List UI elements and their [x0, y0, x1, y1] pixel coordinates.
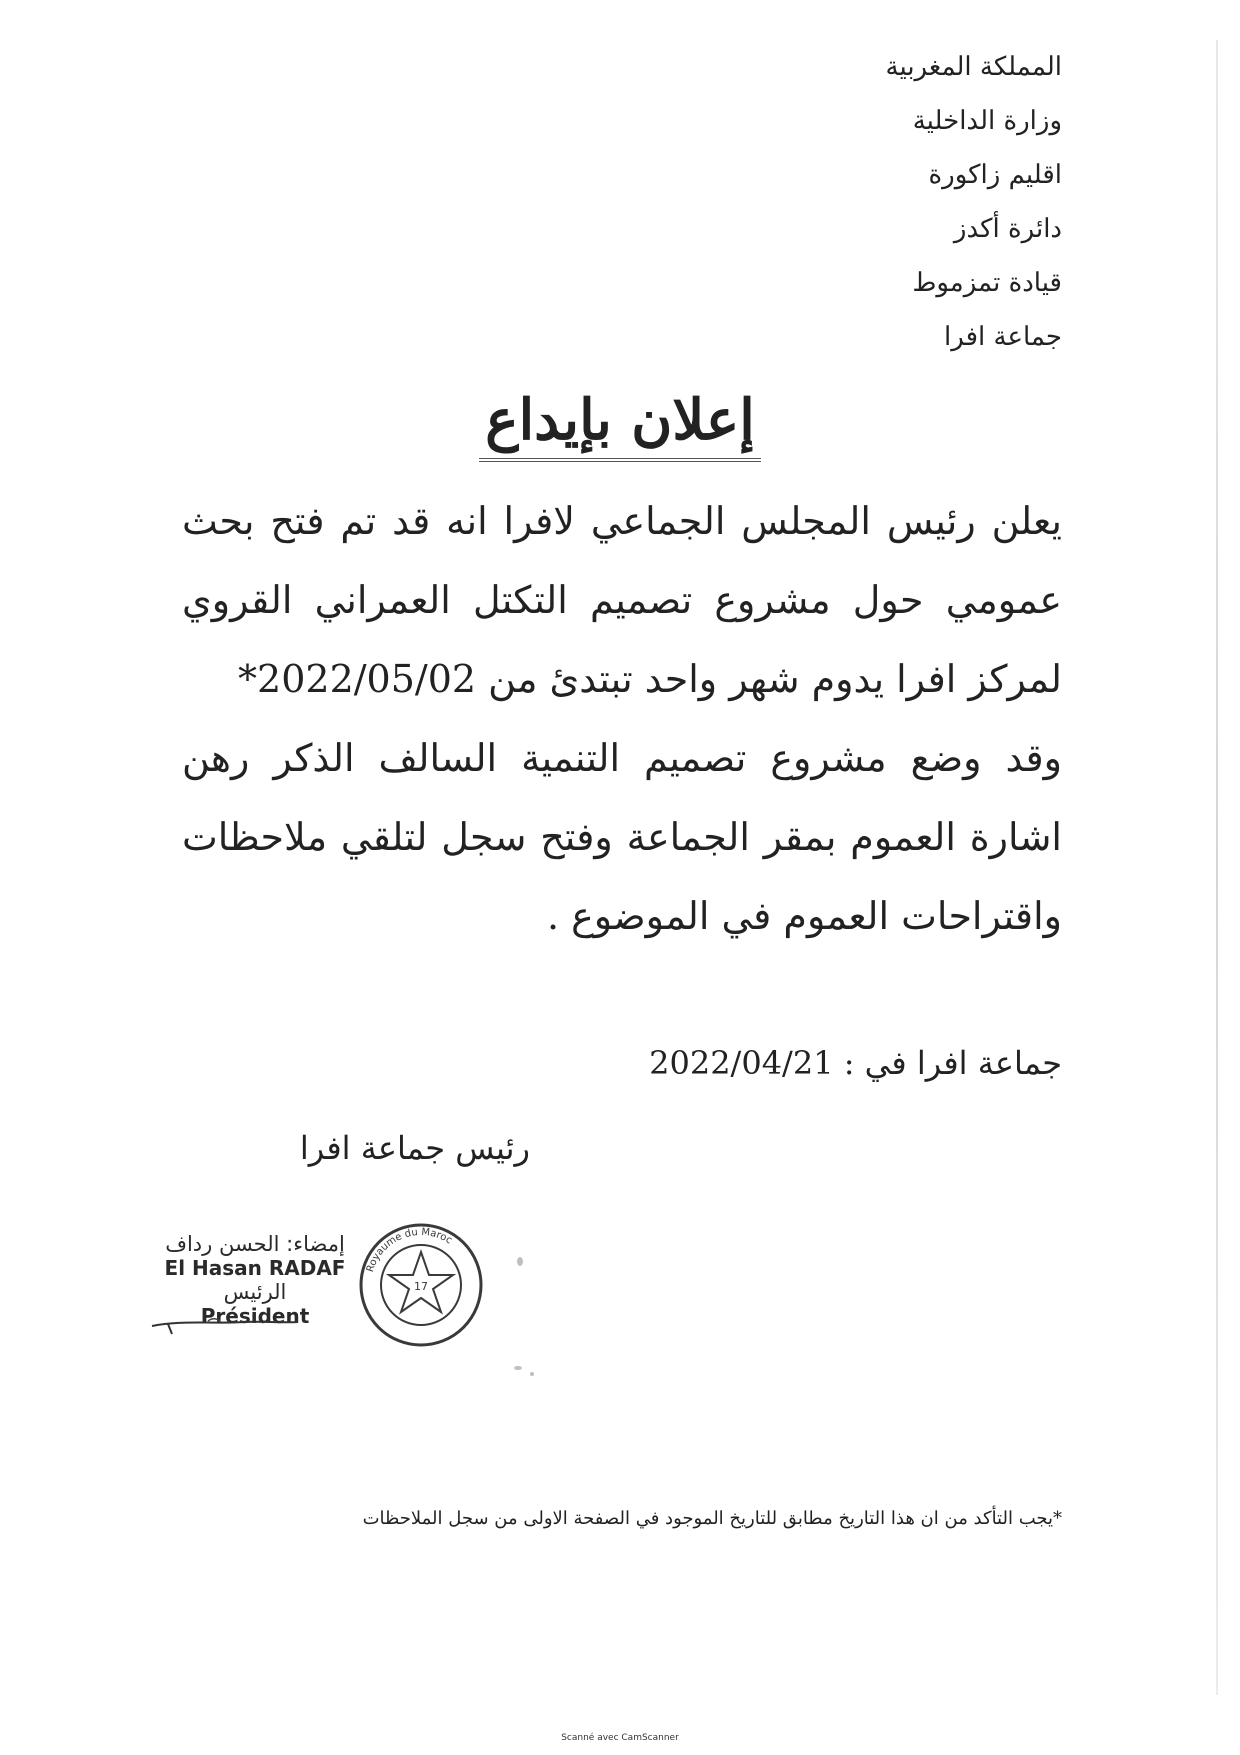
- page-edge-shadow: [1216, 40, 1218, 1695]
- stamp-name-latin: El Hasan RADAF: [164, 1256, 346, 1280]
- stamp-title-french: Président: [200, 1304, 310, 1328]
- letterhead-circle: دائرة أكدز: [953, 214, 1062, 244]
- letterhead-commune: جماعة افرا: [944, 322, 1062, 352]
- letterhead-ministry: وزارة الداخلية: [912, 106, 1062, 136]
- dateline: جماعة افرا في : 2022/04/21: [649, 1044, 1062, 1082]
- document-title-wrapper: [0, 380, 1240, 462]
- letterhead-caidat: قيادة تمزموط: [912, 268, 1062, 298]
- handwritten-signature-icon: [150, 1312, 300, 1336]
- official-seal-icon: [358, 1222, 484, 1348]
- seal-number: 17: [414, 1280, 428, 1293]
- footnote: *يجب التأكد من ان هذا التاريخ مطابق للتاريخ الموجود في الصفحة الاولى من سجل الملاحظات: [362, 1508, 1062, 1529]
- scanner-watermark: Scanné avec CamScanner: [561, 1733, 679, 1743]
- seal-text: Royaume du Maroc: [364, 1226, 454, 1274]
- scan-speck: [517, 1257, 523, 1266]
- letterhead: [762, 40, 1062, 364]
- scan-speck: [514, 1366, 522, 1370]
- announcement-paragraph-1: يعلن رئيس المجلس الجماعي لافرا انه قد تم فتح بحث عمومي حول مشروع تصميم التكتل العمراني القروي لمركز افرا يدوم شهر واحد تبتدئ من 2022/05/02*: [182, 499, 1062, 701]
- scan-speck: [530, 1372, 534, 1376]
- stamp-title-arabic: الرئيس: [223, 1280, 287, 1304]
- signatory-title: رئيس جماعة افرا: [299, 1129, 530, 1167]
- letterhead-province: اقليم زاكورة: [928, 160, 1062, 190]
- stamp-signature-label: إمضاء: الحسن رداف: [165, 1232, 345, 1256]
- document-title: إعلان بإيداع: [479, 384, 761, 462]
- announcement-body: [182, 482, 1062, 956]
- announcement-paragraph-2: وقد وضع مشروع تصميم التنمية السالف الذكر رهن اشارة العموم بمقر الجماعة وفتح سجل لتلقي ملاحظات واقتراحات العموم في الموضوع .: [182, 736, 1062, 938]
- letterhead-kingdom: المملكة المغربية: [885, 52, 1062, 82]
